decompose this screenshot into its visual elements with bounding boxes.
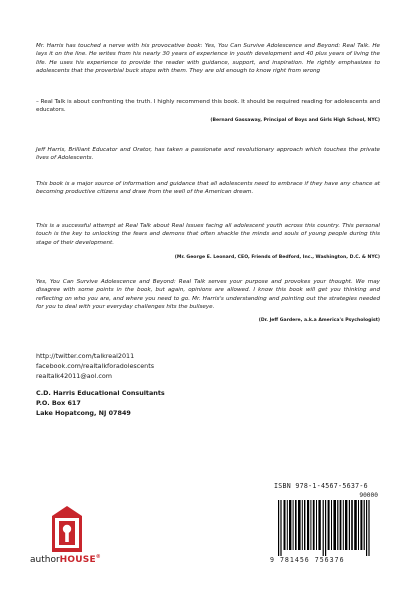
wordmark-house: HOUSE: [59, 555, 96, 565]
po-box: P.O. Box 617: [36, 399, 81, 407]
price-code: 90000: [359, 492, 378, 499]
review-gardere-quote: Yes, You Can Survive Adolescence and Beyond: Real Talk serves your purpose and provokes your thought. We may disagree with some points in the book, but again, opinions are allowed. I know this book will get you thinking and reflecting on who you are, and where you need to go. Mr. Harris's understanding and pointing out the strategies needed for you to deal with your everyday challenges hits the bullseye.: [36, 279, 380, 311]
publisher-wordmark: [30, 554, 101, 565]
review-gassaway-attribution: (Bernard Gassaway, Principal of Boys and Girls High School, NYC): [210, 118, 380, 123]
wordmark-author: author: [30, 555, 60, 565]
review-gardere-attribution: (Dr. Jeff Gardere, a.k.a America's Psychologist): [258, 318, 380, 323]
review-gassaway-quote: – Real Talk is about confronting the truth. I highly recommend this book. It should be required reading for adolescents and educators.: [36, 99, 380, 114]
facebook-link[interactable]: facebook.com/realtalkforadolescents: [36, 362, 155, 370]
isbn-barcode: [268, 478, 386, 574]
isbn-number: ISBN 978-1-4567-5637-6: [274, 482, 368, 490]
review-leonard-quote: This is a successful attempt at Real Talk about Real Issues facing all adolescent youth across this country. This personal touch is the key to unlocking the fears and demons that often shackle the minds and souls of young people during this stage of their development.: [36, 223, 380, 246]
ean-digits: 9 781456 756376: [270, 556, 345, 564]
review-harris-touched-nerve: Mr. Harris has touched a nerve with his provocative book: Yes, You Can Survive Adolescence and Beyond: Real Talk. He lays it on the line. He writes from his nearly 30 years of experience in youth development and 40 plus years of living the life. He uses his experience to provide the reader with guidance, support, and inspiration. He rightly emphasizes to adolescents that the proverbial buck stops with them. They are old enough to know right from wrong: [36, 43, 380, 75]
review-major-source: This book is a major source of information and guidance that all adolescents need to embrace if they have any chance at becoming productive citizens and draw from the well of the American dream.: [36, 181, 380, 196]
city-state-zip: Lake Hopatcong, NJ 07849: [36, 409, 131, 417]
company-name: C.D. Harris Educational Consultants: [36, 389, 165, 397]
review-leonard-attribution: (Mr. George E. Leonard, CEO, Friends of Bedford, Inc., Washington, D.C. & NYC): [174, 255, 380, 260]
email-link[interactable]: realtalk42011@aol.com: [36, 372, 113, 380]
authorhouse-logo: [22, 506, 112, 576]
twitter-link[interactable]: http://twitter.com/talkreal2011: [36, 352, 135, 360]
barcode-bars-icon: [274, 500, 382, 556]
review-brilliant-educator: Jeff Harris, Brilliant Educator and Orator, has taken a passionate and revolutionary approach which touches the private lives of Adolescents.: [36, 147, 380, 162]
house-key-icon: [22, 506, 112, 554]
registered-mark: ®: [95, 554, 101, 560]
